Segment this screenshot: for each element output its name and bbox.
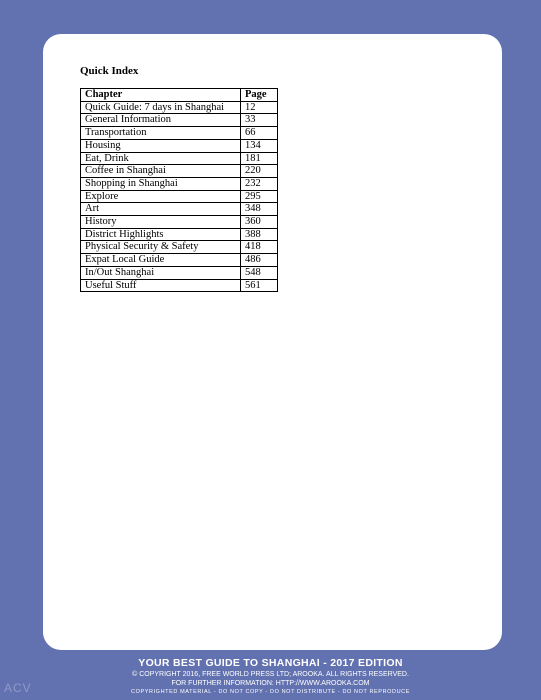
chapter-cell: Transportation — [81, 127, 241, 140]
table-row — [81, 266, 278, 279]
chapter-cell: Art — [81, 203, 241, 216]
table-row — [81, 139, 278, 152]
page-cell: 418 — [241, 241, 278, 254]
table-row — [81, 127, 278, 140]
table-row — [81, 254, 278, 267]
chapter-cell: Eat, Drink — [81, 152, 241, 165]
watermark: ACV — [4, 681, 32, 695]
footer-notice: COPYRIGHTED MATERIAL - DO NOT COPY - DO NOT DISTRIBUTE - DO NOT REPRODUCE — [131, 689, 410, 695]
footer-title: YOUR BEST GUIDE TO SHANGHAI - 2017 EDITION — [138, 657, 403, 669]
page-cell: 220 — [241, 165, 278, 178]
table-row — [81, 228, 278, 241]
table-row — [81, 165, 278, 178]
page-cell: 548 — [241, 266, 278, 279]
table-row — [81, 241, 278, 254]
page-cell: 486 — [241, 254, 278, 267]
chapter-cell: Physical Security & Safety — [81, 241, 241, 254]
chapter-cell: In/Out Shanghai — [81, 266, 241, 279]
page-column-header: Page — [241, 89, 278, 102]
chapter-column-header: Chapter — [81, 89, 241, 102]
table-row — [81, 177, 278, 190]
table-row — [81, 152, 278, 165]
chapter-cell: Expat Local Guide — [81, 254, 241, 267]
page-cell: 12 — [241, 101, 278, 114]
page-cell: 134 — [241, 139, 278, 152]
chapter-cell: Housing — [81, 139, 241, 152]
chapter-cell: Useful Stuff — [81, 279, 241, 292]
quick-index-table — [80, 88, 278, 292]
table-row — [81, 216, 278, 229]
document-page — [43, 34, 502, 650]
page-cell: 561 — [241, 279, 278, 292]
chapter-cell: Quick Guide: 7 days in Shanghai — [81, 101, 241, 114]
chapter-cell: Explore — [81, 190, 241, 203]
table-row — [81, 101, 278, 114]
footer-info: FOR FURTHER INFORMATION: HTTP://WWW.AROOKA.COM — [171, 680, 370, 687]
chapter-cell: History — [81, 216, 241, 229]
page-cell: 295 — [241, 190, 278, 203]
page-cell: 181 — [241, 152, 278, 165]
quick-index-title: Quick Index — [80, 65, 139, 77]
page-cell: 232 — [241, 177, 278, 190]
chapter-cell: Coffee in Shanghai — [81, 165, 241, 178]
footer-copyright: © COPYRIGHT 2016, FREE WORLD PRESS LTD; AROOKA. ALL RIGHTS RESERVED. — [132, 671, 409, 678]
page-cell: 388 — [241, 228, 278, 241]
chapter-cell: Shopping in Shanghai — [81, 177, 241, 190]
chapter-cell: District Highlights — [81, 228, 241, 241]
table-row — [81, 190, 278, 203]
page-cell: 348 — [241, 203, 278, 216]
page-cell: 360 — [241, 216, 278, 229]
table-row — [81, 279, 278, 292]
table-row — [81, 203, 278, 216]
table-header-row — [81, 89, 278, 102]
page-cell: 66 — [241, 127, 278, 140]
page-cell: 33 — [241, 114, 278, 127]
chapter-cell: General Information — [81, 114, 241, 127]
table-row — [81, 114, 278, 127]
